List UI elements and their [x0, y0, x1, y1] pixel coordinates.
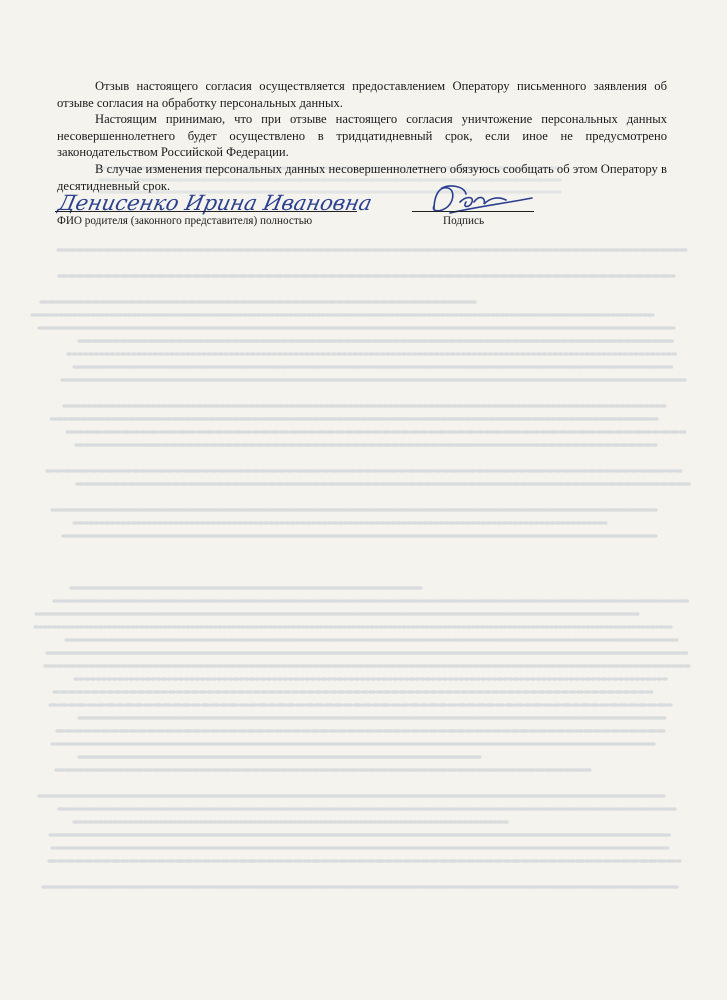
name-caption: ФИО родителя (законного представителя) полностью: [57, 215, 313, 227]
paragraph-destruction: Настоящим принимаю, что при отзыве настоящего согласия уничтожение персональных данных несовершеннолетнего будет осуществлено в тридцатидневный срок, если иное не предусмотрено законодательством Российской Федерации.: [57, 112, 667, 160]
signature-underline: [412, 211, 534, 212]
paragraph-revocation: Отзыв настоящего согласия осуществляется предоставлением Оператору письменного заявления об отзыве согласия на обработку персональных данных.: [57, 79, 667, 110]
signature-caption: Подпись: [443, 215, 485, 227]
name-underline: [55, 211, 357, 212]
paragraph-change-notice: В случае изменения персональных данных несовершеннолетнего обязуюсь сообщать об этом Оператору в десятидневный срок.: [57, 161, 667, 193]
consent-text: [57, 78, 667, 194]
handwritten-name-text: Денисенко Ирина Ивановна: [55, 191, 375, 216]
